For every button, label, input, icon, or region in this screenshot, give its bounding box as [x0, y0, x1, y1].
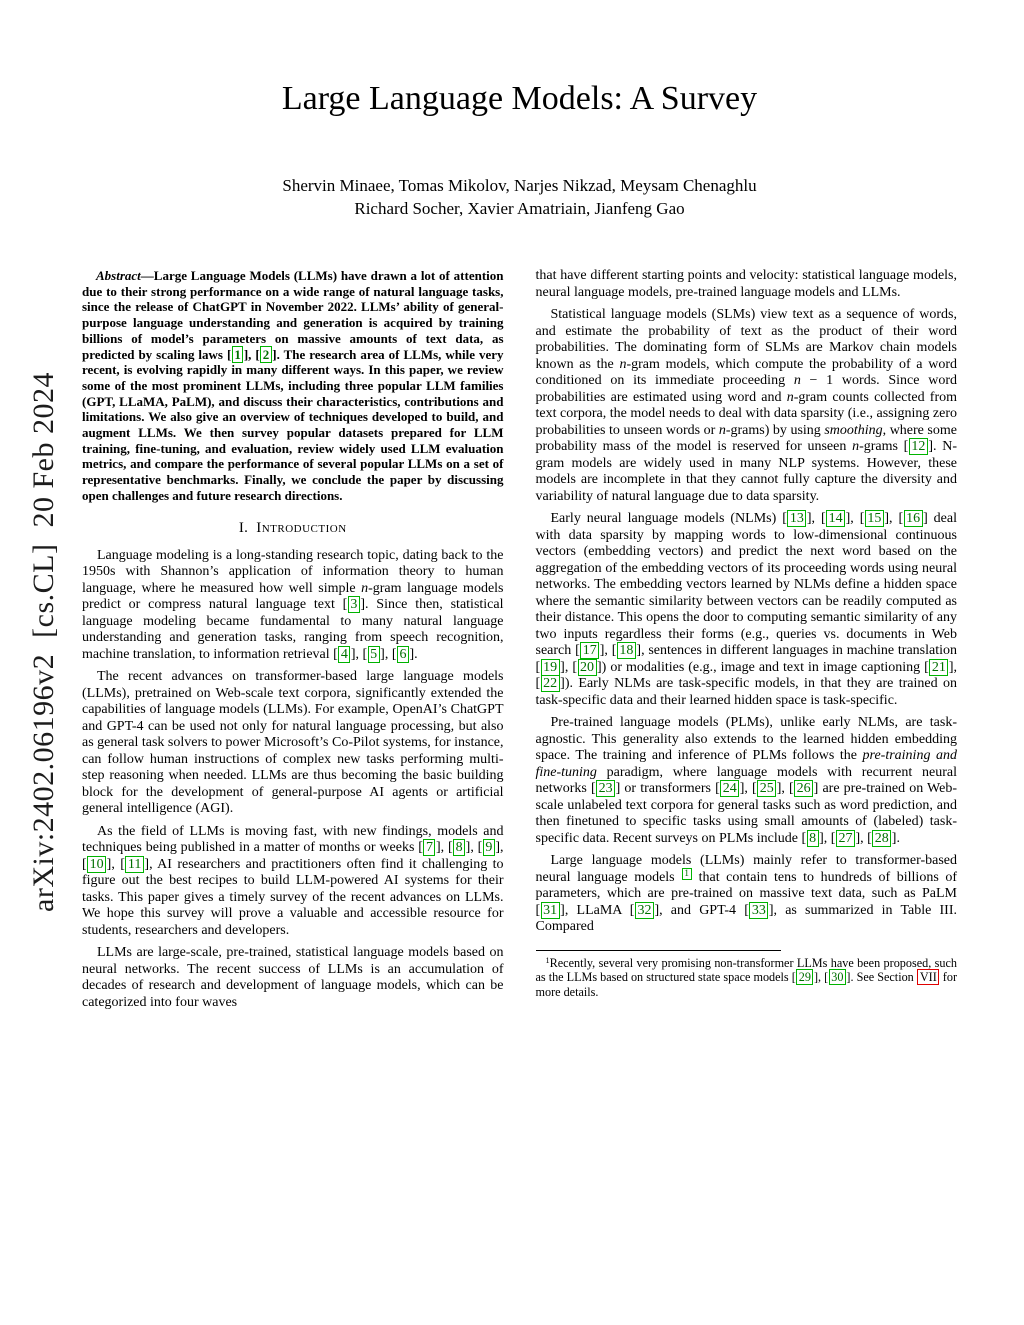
paragraph-intro-4: LLMs are large-scale, pre-trained, statistical language models based on neural networks. The recent success of LLMs is an accumulation of decades of research and development of language models, which can be categorized into four waves [82, 945, 504, 1010]
citation-link[interactable]: 6 [397, 646, 409, 663]
abstract: Abstract—Large Language Models (LLMs) have drawn a lot of attention due to their strong performance on a wide range of natural language tasks, since the release of ChatGPT in November 2022. LLMs’ ability of general-purpose language understanding and generation is acquired by training billions of model’s parameters on massive amounts of text data, as predicted by scaling laws [ 1 ], [ 2 ]. The research area of LLMs, while very recent, is evolving rapidly in many different ways. In this paper, we review some of the most prominent LLMs, including three popular LLM families (GPT, LLaMA, PaLM), and discuss their characteristics, contributions and limitations. We also give an overview of techniques developed to build, and augment LLMs. We then survey popular datasets prepared for LLM training, fine-tuning, and evaluation, review widely used LLM evaluation metrics, and compare the performance of several popular LLMs on a set of representative benchmarks. Finally, we conclude the paper by discussing open challenges and future research directions. [82, 268, 504, 503]
math-symbol: n [619, 356, 627, 372]
author-block [82, 174, 957, 220]
citation-link[interactable]: 10 [87, 856, 106, 873]
citation-link[interactable]: 12 [909, 438, 928, 455]
math-symbol: n [361, 580, 369, 596]
paragraph-llm: Large language models (LLMs) mainly refer to transformer-based neural language models $^1$ that contain tens to hundreds of billions of parameters, which are pre-trained on massive text data, such as PaLM [ 31 ], LLaMA [ 32 ], and GPT-4 [ 33 ], as summarized in Table III. Compared [535, 853, 958, 934]
paper-title: Large Language Models: A Survey [281, 80, 758, 117]
italic-text: Abstract [96, 268, 141, 283]
footnote-marker[interactable] [681, 869, 692, 879]
citation-link[interactable]: 21 [929, 659, 948, 676]
paragraph-slm: Statistical language models (SLMs) view text as a sequence of words, and estimate the probability of text as the product of their word probabilities. The dominating form of SLMs are Markov chain models known as the n-gram models, which compute the probability of a word conditioned on its immediate proceeding n − 1 words. Since word probabilities are estimated using word and n-gram counts collected from text corpora, the model needs to deal with data sparsity (i.e., assigning zero probabilities to unseen words or n-grams) by using smoothing, where some probability mass of the model is reserved for unseen n-grams [ 12 ]. N-gram models are widely used in many NLP systems. However, these models are incomplete in that they cannot fully capture the diversity and variability of natural language due to data sparsity. [535, 307, 958, 504]
citation-link[interactable]: 9 [483, 839, 495, 856]
right-column [536, 268, 958, 1017]
footnote-link[interactable]: 1 [682, 868, 692, 880]
math-symbol: n [786, 389, 794, 405]
citation-link[interactable]: 8 [807, 830, 819, 847]
two-column-body [82, 268, 957, 1017]
paragraph-intro-5: that have different starting points and velocity: statistical language models, neural language models, pre-trained language models and LLMs. [535, 268, 957, 300]
citation-link[interactable]: 16 [904, 510, 923, 527]
citation-link[interactable]: 1 [232, 346, 244, 363]
section-title: Introduction [256, 519, 347, 536]
citation-link[interactable]: 26 [794, 780, 813, 797]
citation-link[interactable]: 19 [541, 659, 560, 676]
citation-link[interactable]: 2 [260, 346, 272, 363]
citation-link[interactable]: 33 [749, 902, 768, 919]
paragraph-intro-2: The recent advances on transformer-based large language models (LLMs), pretrained on Web-scale text corpora, significantly extended the capabilities of language models (LLMs). For example, OpenAI’s ChatGPT and GPT-4 can be used not only for natural language processing, but also as general task solvers to power Microsoft’s Co-Pilot systems, for instance, can follow human instructions of complex new tasks performing multi-step reasoning when needed. LLMs are thus becoming the basic building block for the development of general-purpose AI agents or artificial general intelligence (AGI). [82, 669, 504, 817]
citation-link[interactable]: 11 [125, 856, 143, 873]
paragraph-plm: Pre-trained language models (PLMs), unlike early NLMs, are task-agnostic. This generality also extends to the learned hidden embedding space. The training and inference of PLMs follows the pre-training and fine-tuning paradigm, where language models with recurrent neural networks [ 23 ] or transformers [ 24 ], [ 25 ], [ 26 ] are pre-trained on Web-scale unlabeled text corpora for general tasks such as word prediction, and then finetuned to specific tasks using small amounts of (labeled) task-specific data. Recent surveys on PLMs include [ 8 ], [ 27 ], [ 28 ]. [535, 715, 958, 846]
citation-link[interactable]: 18 [617, 642, 636, 659]
arxiv-watermark: arXiv:2402.06196v2 [cs.CL] 20 Feb 2024 [27, 372, 60, 912]
footnote-separator [536, 950, 781, 951]
math-symbol: n [793, 373, 801, 388]
citation-link[interactable]: 22 [541, 675, 560, 692]
section-link[interactable]: VII [917, 969, 939, 985]
citation-link[interactable]: 27 [836, 830, 855, 847]
paragraph-intro-1: Language modeling is a long-standing research topic, dating back to the 1950s with Shannon’s application of information theory to human language, where he measured how well simple n-gram language models predict or compress natural language text [ 3 ]. Since then, statistical language modeling became fundamental to many natural language understanding and generation tasks, ranging from speech recognition, machine translation, to information retrieval [ 4 ], [ 5 ], [ 6 ]. [82, 547, 504, 662]
section-heading-introduction [82, 520, 504, 537]
citation-link[interactable]: 32 [635, 902, 654, 919]
paragraph-intro-3: As the field of LLMs is moving fast, with new findings, models and techniques being published in a matter of months or weeks [ 7 ], [ 8 ], [ 9 ], [ 10 ], [ 11 ], AI researchers and practitioners often find it challenging to figure out the best recipes to build LLM-powered AI systems for their tasks. This paper gives a timely survey of the recent advances on LLMs. We hope this survey will prove a valuable and accessible resource for students, researchers and developers. [82, 823, 504, 938]
math-symbol: n [718, 422, 726, 438]
citation-link[interactable]: 28 [872, 830, 891, 847]
citation-link[interactable]: 7 [423, 839, 435, 856]
paragraph-nlm: Early neural language models (NLMs) [ 13 ], [ 14 ], [ 15 ], [ 16 ] deal with data sparsity by mapping words to low-dimensional continuous vectors (embedding vectors) and predict the next word based on the aggregation of the embedding vectors of its proceeding words using neural networks. The embedding vectors learned by NLMs define a hidden space where the semantic similarity between vectors can be readily computed as their distance. This opens the door to computing semantic similarity of any two inputs regardless their forms (e.g., queries vs. documents in Web search [ 17 ], [ 18 ], sentences in different languages in machine translation [ 19 ], [ 20 ]) or modalities (e.g., image and text in image captioning [ 21 ], [ 22 ]). Early NLMs are task-specific models, in that they are trained on task-specific data and their learned hidden space is task-specific. [535, 511, 958, 708]
left-column [82, 268, 504, 1017]
authors-line-1: Shervin Minaee, Tomas Mikolov, Narjes Nikzad, Meysam Chenaghlu [282, 176, 757, 195]
citation-link[interactable]: 13 [787, 510, 806, 527]
citation-link[interactable]: 24 [720, 780, 739, 797]
citation-link[interactable]: 5 [368, 646, 380, 663]
citation-link[interactable]: 8 [453, 839, 465, 856]
citation-link[interactable]: 29 [796, 969, 813, 985]
citation-link[interactable]: 23 [596, 780, 615, 797]
math-symbol: n [852, 439, 860, 454]
footnote: $^1$Recently, several very promising non-transformer LLMs have been proposed, such as the LLMs based on structured state space models [ 29 ], [ 30 ]. See Section VII for more details. [535, 955, 958, 999]
footnote-number: 1 [545, 955, 550, 965]
italic-text: smoothing [824, 422, 883, 438]
citation-link[interactable]: 31 [541, 902, 560, 919]
citation-link[interactable]: 30 [829, 969, 846, 985]
citation-link[interactable]: 20 [578, 659, 597, 676]
citation-link[interactable]: 3 [348, 596, 360, 613]
section-number: I. [238, 519, 249, 536]
authors-line-2: Richard Socher, Xavier Amatriain, Jianfeng Gao [354, 199, 685, 218]
citation-link[interactable]: 15 [865, 510, 884, 527]
citation-link[interactable]: 14 [826, 510, 845, 527]
citation-link[interactable]: 4 [338, 646, 350, 663]
citation-link[interactable]: 25 [757, 780, 776, 797]
italic-text: pre-training and fine-tuning [535, 748, 958, 780]
paper-content [82, 0, 957, 1017]
citation-link[interactable]: 17 [580, 642, 599, 659]
